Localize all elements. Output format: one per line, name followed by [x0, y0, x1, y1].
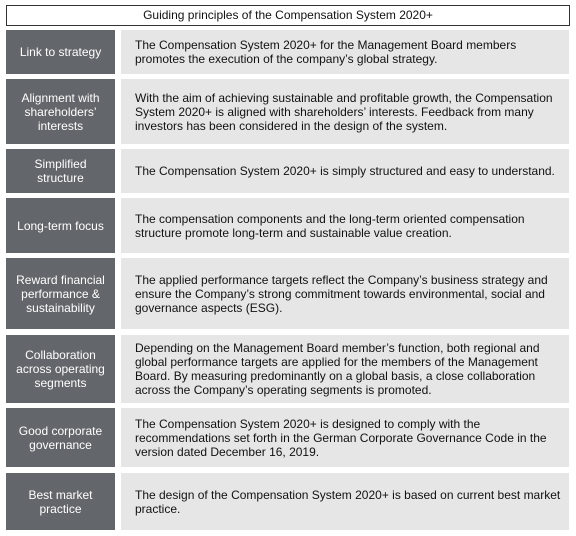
- principle-description: The applied performance targets reflect the Company’s business strategy and ensure the Company’s strong commitment towards environmental, social and governance aspects (ESG).: [121, 258, 569, 329]
- principle-row-shareholders: [6, 79, 569, 144]
- principle-description: The compensation components and the long-term oriented compensation structure promote long-term and sustainable value creation.: [121, 198, 569, 253]
- principle-label: Best market practice: [6, 473, 115, 530]
- principle-description: The Compensation System 2020+ for the Management Board members promotes the execution of the company’s global strategy.: [121, 30, 569, 74]
- principle-description: Depending on the Management Board member’s function, both regional and global performance targets are applied for the members of the Management Board. By measuring predominantly on a global basis, a close collaboration across the Company’s operating segments is promoted.: [121, 335, 569, 403]
- principle-row-reward: [6, 258, 569, 329]
- principle-label: Reward financial performance & sustainability: [6, 258, 115, 329]
- principle-row-long-term: [6, 198, 569, 253]
- principle-row-strategy: [6, 30, 569, 74]
- principle-label: Alignment with shareholders’ interests: [6, 79, 115, 144]
- principle-description: The Compensation System 2020+ is simply structured and easy to understand.: [121, 149, 569, 193]
- principle-row-governance: [6, 408, 569, 467]
- principle-description: The Compensation System 2020+ is designed to comply with the recommendations set forth in the German Corporate Governance Code in the version dated December 16, 2019.: [121, 408, 569, 467]
- principle-row-market-practice: [6, 473, 569, 530]
- principle-description: The design of the Compensation System 2020+ is based on current best market practice.: [121, 473, 569, 530]
- principle-label: Simplified structure: [6, 149, 115, 193]
- principle-description: With the aim of achieving sustainable and profitable growth, the Compensation System 2020+ is aligned with shareholders’ interests. Feedback from many investors has been considered in the design of the system.: [121, 79, 569, 144]
- principle-label: Link to strategy: [6, 30, 115, 74]
- table-title: Guiding principles of the Compensation System 2020+: [6, 5, 570, 26]
- principle-label: Long-term focus: [6, 198, 115, 253]
- principle-label: Good corporate governance: [6, 408, 115, 467]
- principle-label: Collaboration across operating segments: [6, 335, 115, 403]
- principle-row-simplified: [6, 149, 569, 193]
- principle-row-collaboration: [6, 335, 569, 403]
